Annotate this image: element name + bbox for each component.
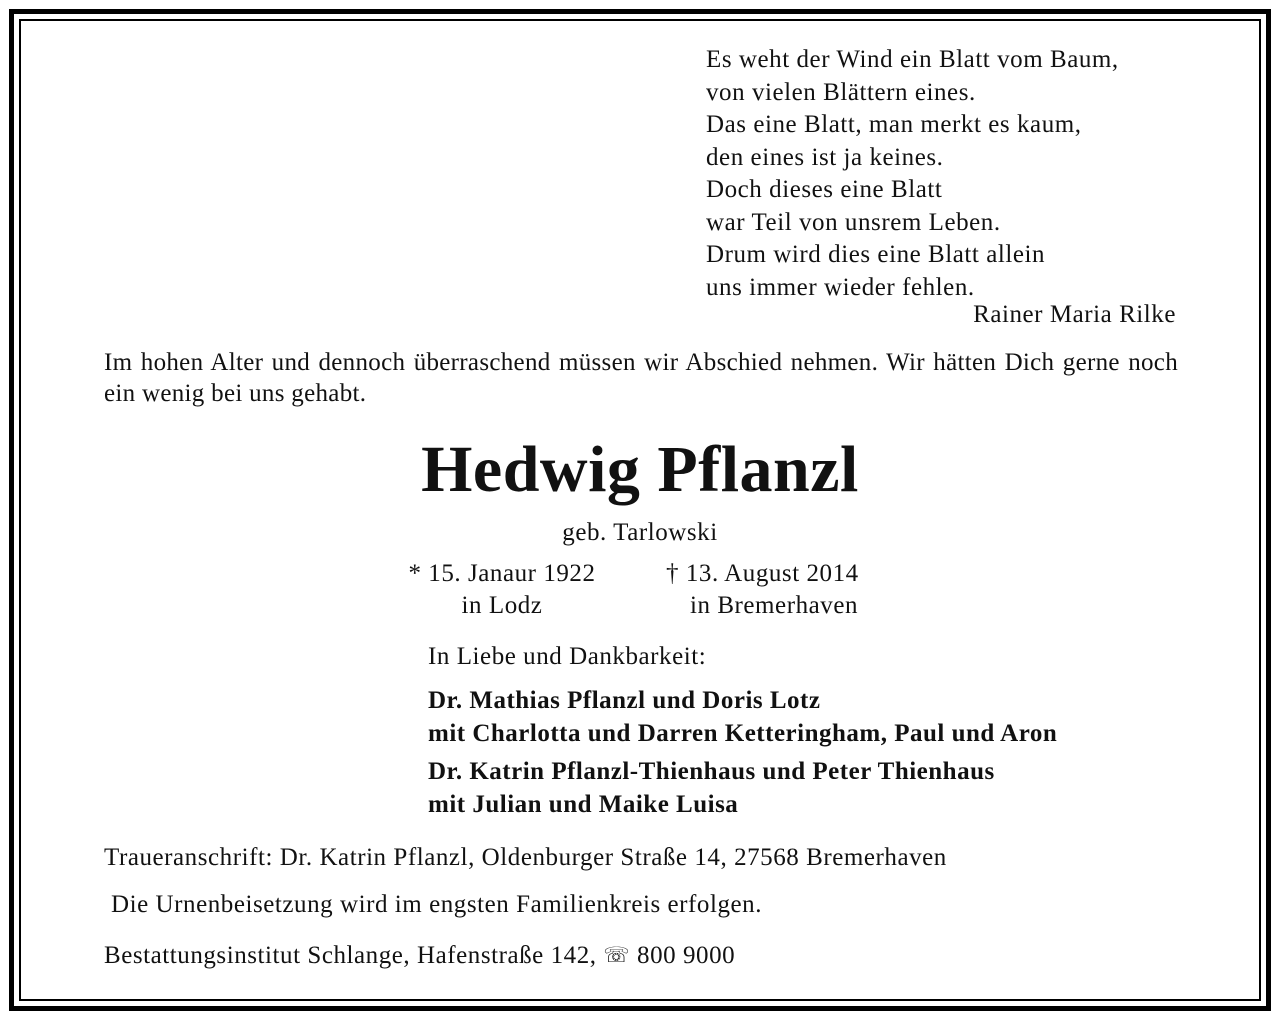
death-date: † 13. August 2014 bbox=[666, 560, 859, 587]
maiden-name: geb. Tarlowski bbox=[562, 519, 718, 546]
mourning-address: Traueranschrift: Dr. Katrin Pflanzl, Oldenburger Straße 14, 27568 Bremerhaven bbox=[104, 844, 947, 871]
poem bbox=[706, 44, 1119, 304]
death-place: in Bremerhaven bbox=[689, 592, 859, 619]
telephone-icon: ☏ bbox=[603, 943, 631, 967]
family-line: Dr. Mathias Pflanzl und Doris Lotz bbox=[428, 687, 821, 714]
poem-line: Das eine Blatt, man merkt es kaum, bbox=[706, 111, 1082, 138]
funeral-home bbox=[104, 939, 735, 972]
poem-author: Rainer Maria Rilke bbox=[973, 301, 1176, 328]
family-list bbox=[428, 684, 1057, 821]
funeral-home-text: Bestattungsinstitut Schlange, Hafenstraße 142, bbox=[104, 942, 597, 969]
family-line: mit Julian und Maike Luisa bbox=[428, 791, 739, 818]
birth-date: * 15. Janaur 1922 bbox=[408, 560, 596, 587]
thanks-line: In Liebe und Dankbarkeit: bbox=[428, 643, 707, 670]
poem-line: Es weht der Wind ein Blatt vom Baum, bbox=[706, 46, 1119, 73]
funeral-home-phone: 800 9000 bbox=[637, 942, 736, 969]
intro-text: Im hohen Alter und dennoch überraschend müssen wir Abschied nehmen. Wir hätten Dich gerne noch ein wenig bei uns gehabt. bbox=[104, 349, 1178, 407]
birth-place: in Lodz bbox=[461, 592, 543, 619]
death-info bbox=[658, 558, 890, 622]
deceased-name: Hedwig Pflanzl bbox=[421, 433, 859, 506]
poem-line: Doch dieses eine Blatt bbox=[706, 176, 943, 203]
birth-info bbox=[392, 558, 612, 622]
poem-line: war Teil von unsrem Leben. bbox=[706, 208, 1001, 236]
poem-line: von vielen Blättern eines. bbox=[706, 78, 976, 106]
family-line: Dr. Katrin Pflanzl-Thienhaus und Peter Thienhaus bbox=[428, 758, 995, 785]
poem-line: Drum wird dies eine Blatt allein bbox=[706, 241, 1046, 268]
family-line: mit Charlotta und Darren Ketteringham, Paul und Aron bbox=[428, 720, 1058, 747]
poem-line: uns immer wieder fehlen. bbox=[706, 273, 975, 301]
urn-burial-note: Die Urnenbeisetzung wird im engsten Familienkreis erfolgen. bbox=[111, 891, 763, 918]
poem-line: den eines ist ja keines. bbox=[706, 143, 944, 171]
